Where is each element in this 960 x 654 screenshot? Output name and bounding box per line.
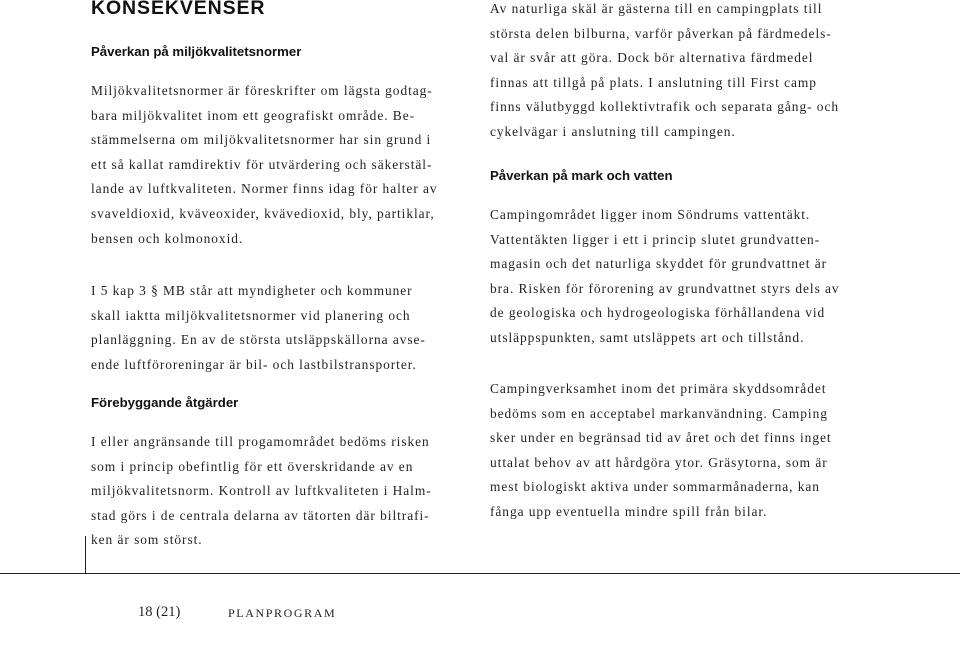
text-line: skall iaktta miljökvalitetsnormer vid planering och bbox=[91, 307, 411, 323]
text-line: bedöms som en acceptabel markanvändning. Camping bbox=[490, 405, 828, 421]
paragraph-mb-chapter bbox=[91, 279, 476, 377]
subheading-environmental-standards: Påverkan på miljökvalitetsnormer bbox=[91, 44, 302, 59]
text-line: utsläppspunkten, samt utsläppets art och tillstånd. bbox=[490, 329, 805, 345]
text-line: sker under en begränsad tid av året och det finns inget bbox=[490, 430, 832, 446]
document-label: PLANPROGRAM bbox=[228, 606, 337, 620]
text-line: fånga upp eventuella mindre spill från bilar. bbox=[490, 503, 768, 519]
text-line: Campingområdet ligger inom Söndrums vattentäkt. bbox=[490, 207, 811, 222]
margin-tick-line bbox=[85, 536, 86, 574]
text-line: magasin och det naturliga skyddet för grundvattnet är bbox=[490, 256, 828, 272]
text-line: mest biologiskt aktiva under sommarmånaderna, kan bbox=[490, 479, 820, 495]
text-line: I 5 kap 3 § MB står att myndigheter och kommuner bbox=[91, 283, 413, 298]
text-line: finns välutbyggd kollektivtrafik och separata gång- och bbox=[490, 99, 839, 115]
subheading-land-and-water: Påverkan på mark och vatten bbox=[490, 168, 673, 183]
text-line: I eller angränsande till progamområdet bedöms risken bbox=[91, 434, 430, 449]
footer-rule bbox=[0, 573, 960, 574]
text-line: lande av luftkvaliteten. Normer finns idag för halter av bbox=[91, 181, 438, 197]
text-line: planläggning. En av de största utsläppskällorna avse- bbox=[91, 332, 426, 348]
paragraph-water-protection bbox=[490, 203, 890, 351]
paragraph-environmental-standards bbox=[91, 79, 476, 251]
text-line: ende luftföroreningar är bil- och lastbilstransporter. bbox=[91, 356, 417, 372]
text-line: största delen bilburna, varför påverkan på färdmedels- bbox=[490, 25, 832, 41]
text-line: som i princip obefintlig för ett överskridande av en bbox=[91, 458, 414, 474]
text-line: cykelvägar i anslutning till campingen. bbox=[490, 123, 736, 139]
text-line: stämmelserna om miljökvalitetsnormer har sin grund i bbox=[91, 132, 432, 148]
text-line: svaveldioxid, kväveoxider, kvävedioxid, bly, partiklar, bbox=[91, 205, 435, 221]
text-line: bra. Risken för förorening av grundvattnet styrs dels av bbox=[490, 280, 840, 296]
text-line: de geologiska och hydrogeologiska förhållandena vid bbox=[490, 305, 826, 321]
text-line: stad görs i de centrala delarna av tätorten där biltrafi- bbox=[91, 507, 430, 523]
text-line: Vattentäkten ligger i ett i princip slutet grundvatten- bbox=[490, 231, 821, 247]
text-line: ett så kallat ramdirektiv för utvärdering och säkerstäl- bbox=[91, 156, 433, 172]
text-line: finnas att tillgå på plats. I anslutning till First camp bbox=[490, 74, 817, 90]
text-line: uttalat behov av att hårdgöra ytor. Gräsytorna, som är bbox=[490, 454, 828, 470]
section-heading: KONSEKVENSER bbox=[91, 0, 266, 19]
paragraph-preventive-measures bbox=[91, 430, 476, 553]
text-line: Av naturliga skäl är gästerna till en campingplats till bbox=[490, 1, 823, 16]
text-line: ken är som störst. bbox=[91, 532, 203, 548]
text-line: miljökvalitetsnorm. Kontroll av luftkvaliteten i Halm- bbox=[91, 483, 432, 499]
subheading-preventive-measures: Förebyggande åtgärder bbox=[91, 395, 239, 410]
text-line: Campingverksamhet inom det primära skyddsområdet bbox=[490, 381, 827, 396]
page-number: 18 (21) bbox=[138, 604, 181, 620]
text-line: bensen och kolmonoxid. bbox=[91, 230, 244, 246]
paragraph-transport-choices bbox=[490, 0, 890, 145]
text-line: Miljökvalitetsnormer är föreskrifter om lägsta godtag- bbox=[91, 83, 433, 98]
paragraph-camping-activity bbox=[490, 377, 890, 525]
text-line: bara miljökvalitet inom ett geografiskt område. Be- bbox=[91, 107, 415, 123]
text-line: val är svår att göra. Dock bör alternativa färdmedel bbox=[490, 50, 814, 66]
